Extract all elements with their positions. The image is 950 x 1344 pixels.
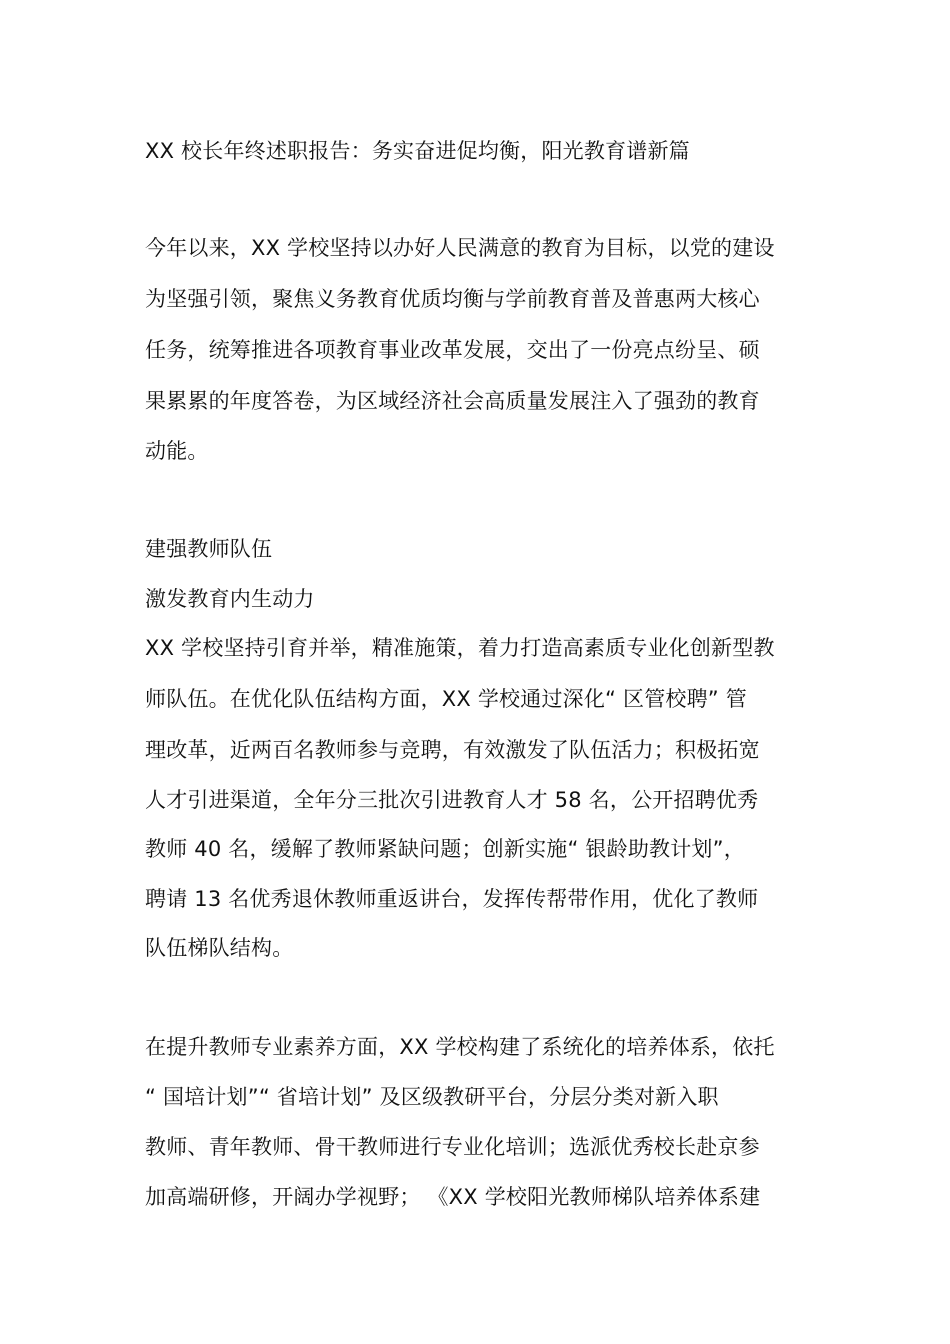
intro-line: 动能。 <box>145 439 209 463</box>
body-line: 理改革，近两百名教师参与竞聘，有效激发了队伍活力；积极拓宽 <box>145 738 760 762</box>
intro-line: 今年以来，XX 学校坚持以办好人民满意的教育为目标，以党的建设 <box>145 236 775 260</box>
report-title: XX 校长年终述职报告：务实奋进促均衡，阳光教育谱新篇 <box>145 139 690 163</box>
body-line: 在提升教师专业素养方面，XX 学校构建了系统化的培养体系，依托 <box>145 1035 775 1059</box>
body-line: 教师 40 名，缓解了教师紧缺问题；创新实施“ 银龄助教计划”， <box>145 837 745 861</box>
body-line: 人才引进渠道，全年分三批次引进教育人才 58 名，公开招聘优秀 <box>145 788 759 812</box>
body-line: 队伍梯队结构。 <box>145 936 294 960</box>
section-subheading: 激发教育内生动力 <box>145 587 315 611</box>
intro-line: 任务，统筹推进各项教育事业改革发展，交出了一份亮点纷呈、硕 <box>145 338 760 362</box>
section-heading: 建强教师队伍 <box>145 537 273 561</box>
body-line: 师队伍。在优化队伍结构方面，XX 学校通过深化“ 区管校聘” 管 <box>145 687 747 711</box>
body-line: “ 国培计划”“ 省培计划” 及区级教研平台，分层分类对新入职 <box>145 1085 719 1109</box>
intro-line: 为坚强引领，聚焦义务教育优质均衡与学前教育普及普惠两大核心 <box>145 287 760 311</box>
body-line: 聘请 13 名优秀退休教师重返讲台，发挥传帮带作用，优化了教师 <box>145 887 759 911</box>
intro-line: 果累累的年度答卷，为区域经济社会高质量发展注入了强劲的教育 <box>145 389 760 413</box>
body-line: XX 学校坚持引育并举，精准施策，着力打造高素质专业化创新型教 <box>145 636 775 660</box>
body-line: 加高端研修，开阔办学视野； 《XX 学校阳光教师梯队培养体系建 <box>145 1185 761 1209</box>
body-line: 教师、青年教师、骨干教师进行专业化培训；选派优秀校长赴京参 <box>145 1135 760 1159</box>
